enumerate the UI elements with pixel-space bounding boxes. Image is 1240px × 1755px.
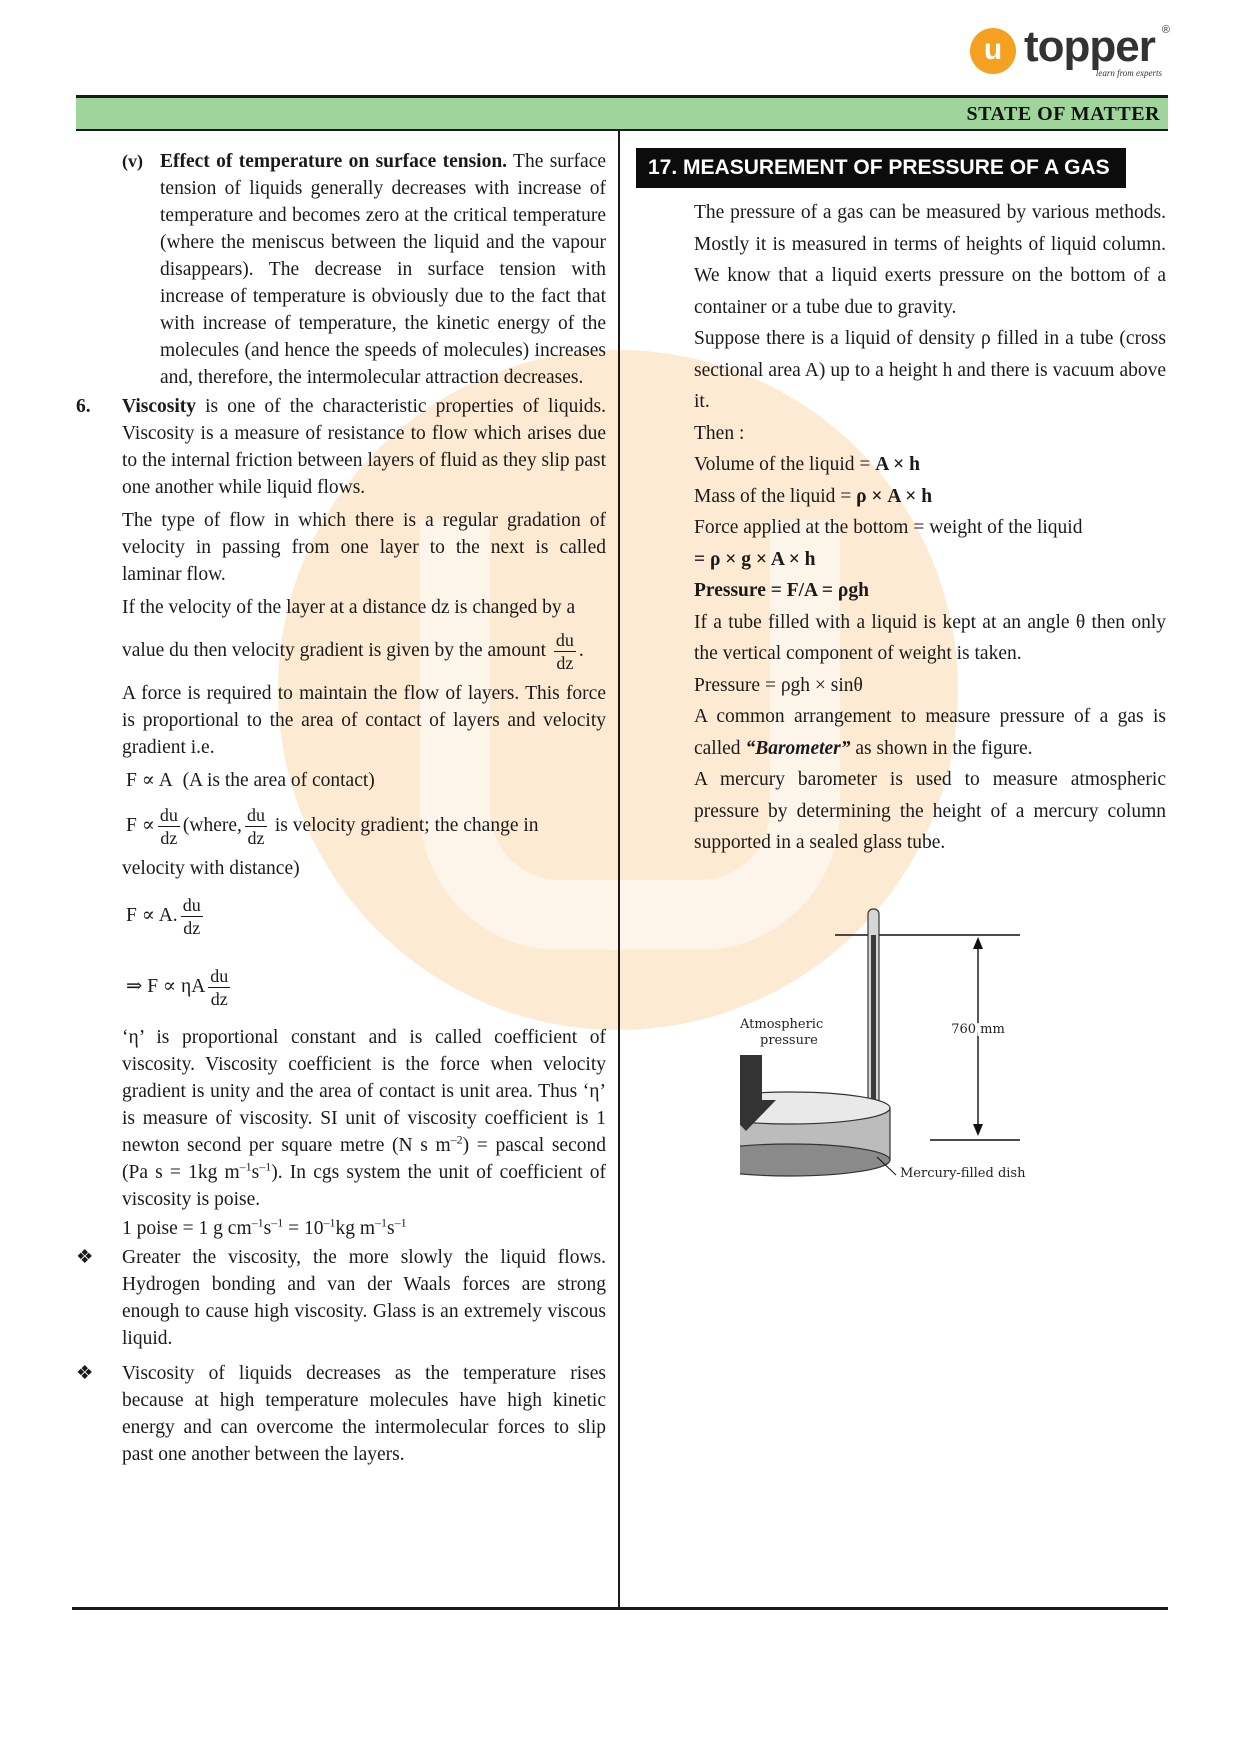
dish-label: Mercury-filled dish [900,1166,1026,1181]
fraction-du-dz [554,629,576,674]
item-marker-v: (v) [122,151,143,171]
formula-f1 [122,767,606,794]
velocity-gradient-text: value du then velocity gradient is given by the amount [122,639,547,661]
frac-den: dz [247,828,265,848]
f2-frac [158,804,180,849]
viscosity-text: is one of the characteristic properties of liquids. Viscosity is a measure of resistance to flow which arises due to the internal friction between layers of fluid as they slip past one another while liquid flows. [122,396,606,498]
pressure-line [694,575,1166,607]
logo-u-glyph: u [983,33,1003,66]
f2-frac2 [245,804,267,849]
para-barometer [694,701,1166,764]
arrow-up-icon [973,937,983,949]
para-intro: The pressure of a gas can be measured by various methods. Mostly it is measured in terms of heights of liquid column. We know that a liquid exerts pressure on the bottom of a container or a tube due to gravity. [694,202,1166,318]
height-label: 760 mm [951,1022,1005,1037]
sup: –1 [323,1215,336,1230]
baro-c: as shown in the figure. [850,737,1033,759]
pressure-label: pressure [760,1033,818,1048]
para-eta [122,1024,606,1213]
chapter-title: STATE OF MATTER [966,103,1160,125]
sup: –1 [251,1215,264,1230]
header-band [76,98,1168,129]
para-laminar: The type of flow in which there is a regular gradation of velocity in passing from one layer to the next is called laminar flow. [122,510,606,585]
surface-tension-text: The surface tension of liquids generally decreases with increase of temperature and becomes zero at the critical temperature (where the meniscus between the liquid and the vapour disappears). The decrease in surface tension with increase of temperature is obviously due to the fact that with increase of temperature, the kinetic energy of the molecules (and hence the speeds of molecules) increases and, therefore, the intermolecular attraction decreases. [160,151,607,388]
formula-f2 [122,804,606,849]
frac-num: du [555,630,574,650]
poise-line [122,1215,606,1242]
barometer-term: “Barometer” [745,737,851,759]
viscosity-term: Viscosity [122,396,197,417]
right-column [694,197,1166,859]
frac-num: du [210,966,229,986]
f1-expr: F ∝ A [126,770,173,791]
formula-f3 [122,894,606,939]
frac-den: dz [556,653,574,673]
frac-den: dz [160,828,178,848]
eta-s: s [251,1162,260,1183]
bullet-text-1: Greater the viscosity, the more slowly the liquid flows. Hydrogen bonding and van der Waals forces are strong enough to cause high viscosity. Glass is an extremely viscous liquid. [122,1247,606,1349]
para-mercury: A mercury barometer is used to measure atmospheric pressure by determining the height of a mercury column supported in a sealed glass tube. [694,769,1166,853]
para-velocity-a: If the velocity of the layer at a distance dz is changed by a [122,597,576,618]
eta-end: ). In cgs system the unit of coefficient of viscosity is poise. [122,1162,606,1210]
mass-line [694,481,1166,513]
sup: –1 [394,1215,407,1230]
bullet-item-1 [76,1244,606,1352]
sup: –1 [239,1159,252,1174]
eta-mid: ) = pascal second (Pa s = 1kg m [122,1135,606,1183]
poise-e: s [387,1218,395,1239]
f2-tail: velocity with distance) [122,858,300,879]
force-expr [694,544,1166,576]
para-velocity-b: value du then velocity gradient is given by the amount $\frac{du}{dz}$ . [122,630,584,673]
para-viscosity [76,393,606,501]
f3-expr: F ∝ A. [126,904,178,926]
item-marker-6: 6. [76,396,91,417]
mass-label: Mass of the liquid = [694,485,852,507]
logo-registered: ® [1161,24,1170,36]
f3-frac [181,894,203,939]
force-line: Force applied at the bottom = weight of the liquid [694,517,1083,538]
volume-expr: A × h [875,454,920,475]
frac-num: du [182,895,201,915]
formula-f4 [122,965,606,1010]
surface-tension-heading: Effect of temperature on surface tension. [160,151,508,172]
sup: –2 [450,1132,463,1147]
para-surface-tension [122,148,606,391]
poise-b: s [263,1218,272,1239]
sup: –1 [375,1215,387,1230]
bottom-rule [72,1607,1168,1610]
f1-note: (A is the area of contact) [182,770,375,791]
pressure-expr: Pressure = F/A = ρgh [694,580,869,601]
pressure2-line: Pressure = ρgh × sinθ [694,674,863,696]
f4-frac [208,965,230,1010]
left-column [76,148,607,1468]
para-angle: If a tube filled with a liquid is kept at an angle θ then only the vertical component of weight is taken. [694,611,1166,664]
bullet-icon: ❖ [76,1247,94,1268]
arrow-down-icon [973,1124,983,1136]
barometer-figure [740,895,1060,1215]
baro-a: A common arrangement to measure pressure of a gas is called [694,706,1166,759]
atmospheric-label: Atmospheric [740,1017,824,1032]
column-divider [618,131,620,1609]
volume-line [694,449,1166,481]
f2-mid: (where, [182,814,242,836]
sup: –1 [259,1159,272,1174]
frac-den: dz [210,989,228,1009]
frac-den: dz [183,918,201,938]
section-heading: 17. MEASUREMENT OF PRESSURE OF A GAS [636,148,1126,188]
poise-d: kg m [335,1218,375,1239]
band-rule [76,129,1168,131]
poise-c: = 10 [283,1218,324,1239]
bullet-icon: ❖ [76,1363,94,1384]
para-suppose: Suppose there is a liquid of density ρ filled in a tube (cross sectional area A) up to a height h and there is vacuum above it. [694,328,1166,412]
force-expr-text: = ρ × g × A × h [694,548,816,570]
para-force: A force is required to maintain the flow of layers. This force is proportional to the area of contact of layers and velocity gradient i.e. [122,683,606,758]
sup: –1 [271,1215,284,1230]
brand-logo [970,22,1170,82]
bullet-text-2: Viscosity of liquids decreases as the temperature rises because at high temperature molecules have high kinetic energy and can overcome the intermolecular forces to slip past one another between the layers. [122,1363,606,1465]
then-line: Then : [694,422,745,444]
logo-wordmark: topper [1024,22,1155,71]
logo-tagline: learn from experts [1095,68,1162,78]
poise-a: 1 poise = 1 g cm [122,1218,252,1239]
mass-expr: ρ × A × h [856,485,933,507]
f2-pre: F ∝ [126,814,155,836]
frac-num: du [159,805,178,825]
bullet-item-2 [76,1360,606,1468]
eta-text: ‘η’ is proportional constant and is called coefficient of viscosity. Viscosity coefficient is the force when velocity gradient is unity and the area of contact is unit area. Thus ‘η’ is measure of viscosity. SI unit of viscosity coefficient is 1 newton second per square metre (N s m [122,1027,606,1156]
volume-label: Volume of the liquid = [694,454,871,475]
f4-expr: ⇒ F ∝ ηA [126,975,206,997]
frac-num: du [246,805,265,825]
f2-post: is velocity gradient; the change in [274,814,539,836]
